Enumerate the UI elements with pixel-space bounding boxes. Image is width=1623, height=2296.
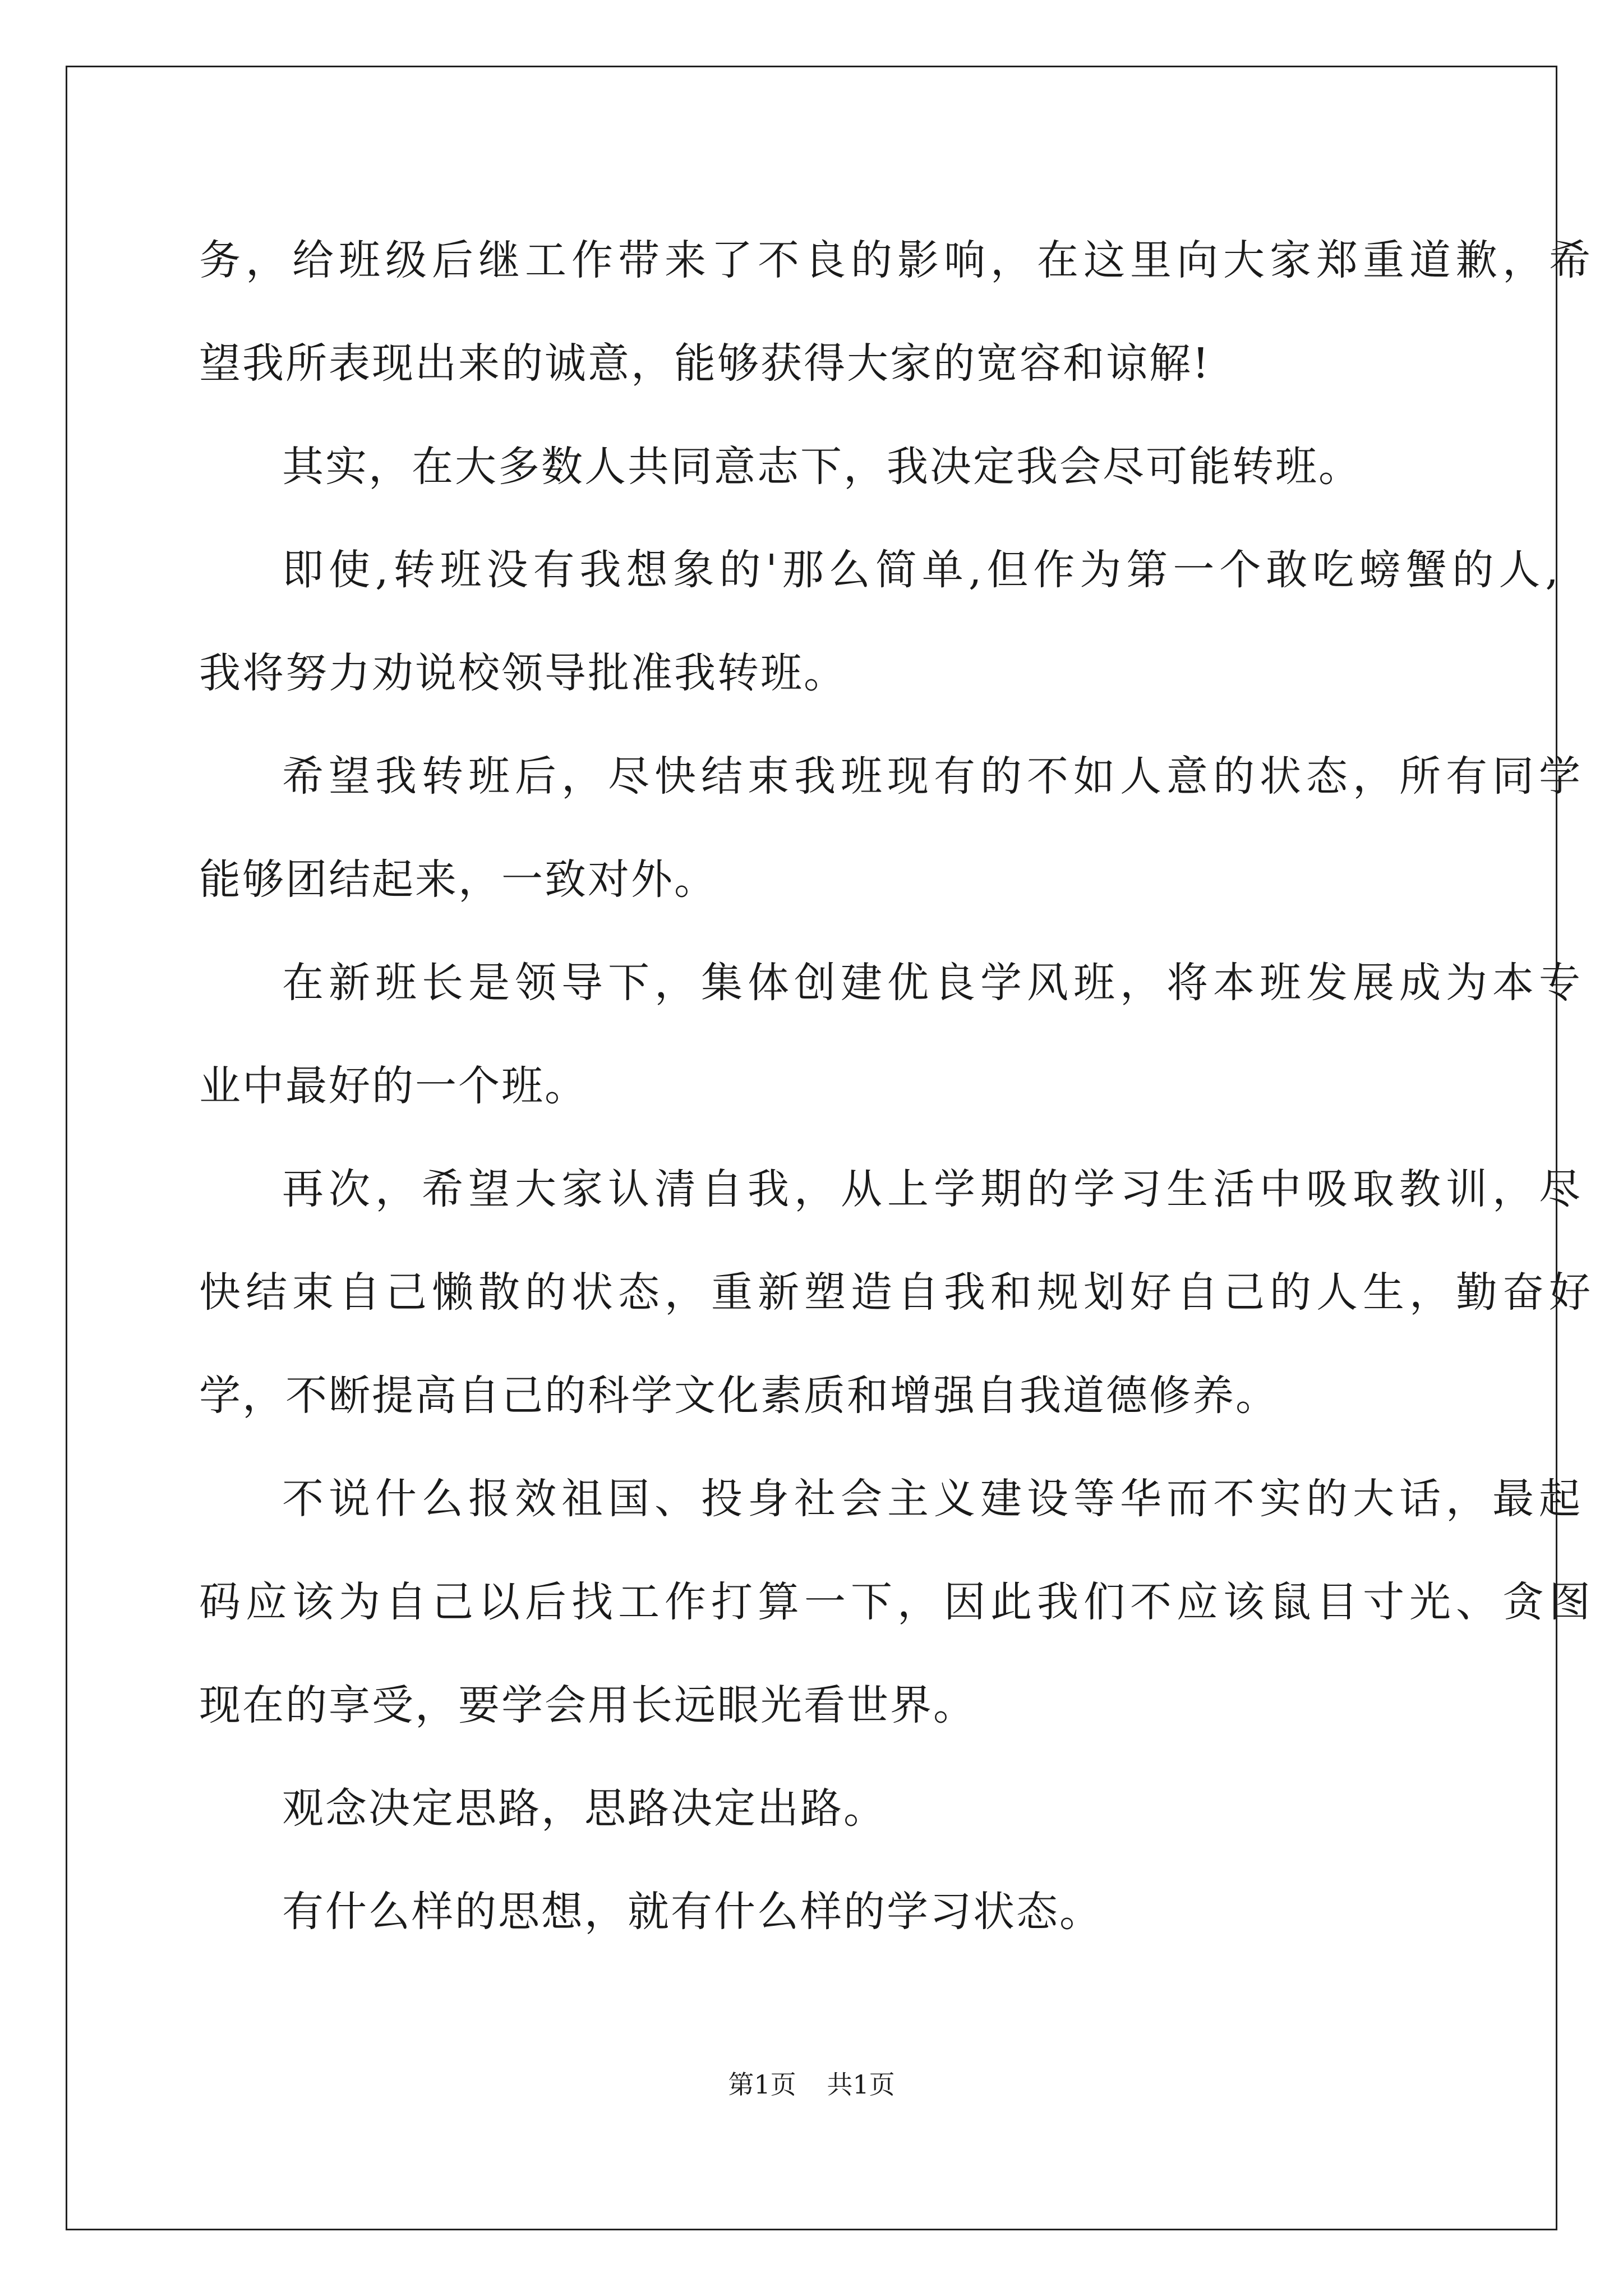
text-line: 能够团结起来，一致对外。 (199, 855, 717, 904)
text-line: 业中最好的一个班。 (199, 1062, 588, 1110)
paragraph-start: 在新班长是领导下，集体创建优良学风班，将本班发展成为本专 (282, 959, 1585, 1007)
paragraph-start: 观念决定思路，思路决定出路。 (282, 1784, 887, 1833)
text-line: 我将努力劝说校领导批准我转班。 (199, 649, 847, 697)
page-number: 第1页 (728, 2069, 796, 2100)
text-line: 快结束自己懒散的状态，重新塑造自我和规划好自己的人生，勤奋好 (199, 1268, 1596, 1317)
paragraph-start: 希望我转班后，尽快结束我班现有的不如人意的状态，所有同学 (282, 752, 1585, 800)
paragraph-start: 有什么样的思想，就有什么样的学习状态。 (282, 1888, 1103, 1936)
paragraph-start: 再次，希望大家认清自我，从上学期的学习生活中吸取教训，尽 (282, 1165, 1585, 1213)
paragraph-start: 不说什么报效祖国、投身社会主义建设等华而不实的大话，最起 (282, 1475, 1585, 1523)
paragraph-start: 即使,转班没有我想象的'那么简单,但作为第一个敢吃螃蟹的人, (282, 546, 1564, 594)
text-line: 务，给班级后继工作带来了不良的影响，在这里向大家郑重道歉，希 (199, 236, 1596, 284)
text-line: 码应该为自己以后找工作打算一下，因此我们不应该鼠目寸光、贪图 (199, 1578, 1596, 1626)
page-footer (0, 2068, 1623, 2101)
text-line: 现在的享受，要学会用长远眼光看世界。 (199, 1681, 976, 1729)
text-line: 学，不断提高自己的科学文化素质和增强自我道德修养。 (199, 1372, 1279, 1420)
document-body (199, 209, 1596, 1963)
text-line: 望我所表现出来的诚意，能够获得大家的宽容和谅解! (199, 339, 1211, 388)
page-count: 共1页 (827, 2069, 895, 2100)
paragraph-start: 其实，在大多数人共同意志下，我决定我会尽可能转班。 (282, 443, 1362, 491)
